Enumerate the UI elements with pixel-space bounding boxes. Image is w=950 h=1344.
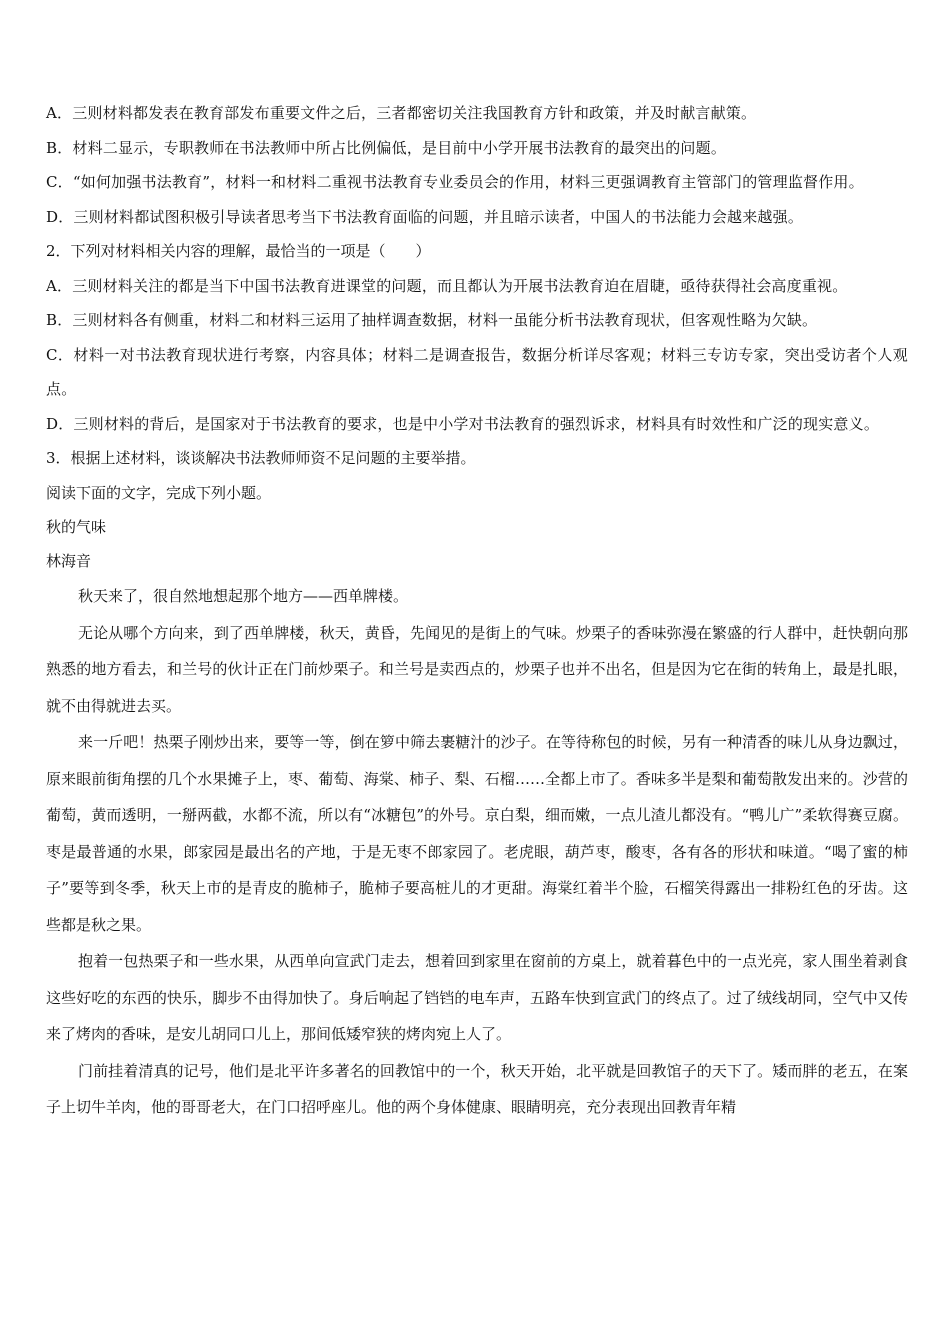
reading-instruction: 阅读下面的文字，完成下列小题。 (46, 483, 272, 502)
q1-option-a: A．三则材料都发表在教育部发布重要文件之后，三者都密切关注我国教育方针和政策，并及时献言献策。 (46, 104, 757, 122)
document-page (46, 96, 908, 1126)
q2-stem: 2．下列对材料相关内容的理解，最恰当的一项是（ ） (46, 242, 431, 260)
q2-option-c: C．材料一对书法教育现状进行考察，内容具体；材料二是调查报告，数据分析详尽客观；材料三专访专家，突出受访者个人观点。 (46, 345, 908, 398)
story-paragraph: 抱着一包热栗子和一些水果，从西单向宣武门走去，想着回到家里在窗前的方桌上，就着暮色中的一点光亮，家人围坐着剥食这些好吃的东西的快乐，脚步不由得加快了。身后响起了铛铛的电车声，五路车快到宣武门的终点了。过了绒线胡同，空气中又传来了烤肉的香味，是安儿胡同口儿上，那间低矮窄狭的烤肉宛上人了。 (46, 952, 908, 1043)
story-paragraph: 来一斤吧！热栗子刚炒出来，要等一等，倒在箩中筛去裹糖汁的沙子。在等待称包的时候，另有一种清香的味儿从身边飘过，原来眼前街角摆的几个水果摊子上，枣、葡萄、海棠、柿子、梨、石榴……全都上市了。香味多半是梨和葡萄散发出来的。沙营的葡萄，黄而透明，一掰两截，水都不流，所以有“冰糖包”的外号。京白梨，细而嫩，一点儿渣儿都没有。“鸭儿广”柔软得赛豆腐。枣是最普通的水果，郎家园是最出名的产地，于是无枣不郎家园了。老虎眼，葫芦枣，酸枣，各有各的形状和味道。“喝了蜜的柿子”要等到冬季，秋天上市的是青皮的脆柿子，脆柿子要高桩儿的才更甜。海棠红着半个脸，石榴笑得露出一排粉红色的牙齿。这些都是秋之果。 (46, 733, 908, 934)
q1-option-c: C．“如何加强书法教育”，材料一和材料二重视书法教育专业委员会的作用，材料三更强调教育主管部门的管理监督作用。 (46, 173, 864, 191)
q1-option-d: D．三则材料都试图积极引导读者思考当下书法教育面临的问题，并且暗示读者，中国人的书法能力会越来越强。 (46, 207, 804, 226)
q2-option-b: B．三则材料各有侧重，材料二和材料三运用了抽样调查数据，材料一虽能分析书法教育现状，但客观性略为欠缺。 (46, 311, 818, 329)
q2-option-a: A．三则材料关注的都是当下中国书法教育进课堂的问题，而且都认为开展书法教育迫在眉睫，亟待获得社会高度重视。 (46, 276, 848, 295)
story-paragraph: 无论从哪个方向来，到了西单牌楼，秋天，黄昏，先闻见的是街上的气味。炒栗子的香味弥漫在繁盛的行人群中，赶快朝向那熟悉的地方看去，和兰号的伙计正在门前炒栗子。和兰号是卖西点的，炒栗子也并不出名，但是因为它在街的转角上，最是扎眼，就不由得就进去买。 (46, 623, 908, 715)
reading-title: 秋的气味 (46, 518, 107, 536)
reading-author: 林海音 (46, 552, 92, 570)
story-paragraph: 秋天来了，很自然地想起那个地方——西单牌楼。 (78, 587, 409, 605)
q2-option-d: D．三则材料的背后，是国家对于书法教育的要求，也是中小学对书法教育的强烈诉求，材料具有时效性和广泛的现实意义。 (46, 414, 880, 433)
q3-stem: 3．根据上述材料，谈谈解决书法教师师资不足问题的主要举措。 (46, 449, 476, 467)
q1-option-b: B．材料二显示，专职教师在书法教师中所占比例偏低，是目前中小学开展书法教育的最突出的问题。 (46, 138, 727, 157)
story-paragraph: 门前挂着清真的记号，他们是北平许多著名的回教馆中的一个，秋天开始，北平就是回教馆子的天下了。矮而胖的老五，在案子上切牛羊肉，他的哥哥老大，在门口招呼座儿。他的两个身体健康、眼睛明亮，充分表现出回教青年精 (46, 1061, 908, 1116)
